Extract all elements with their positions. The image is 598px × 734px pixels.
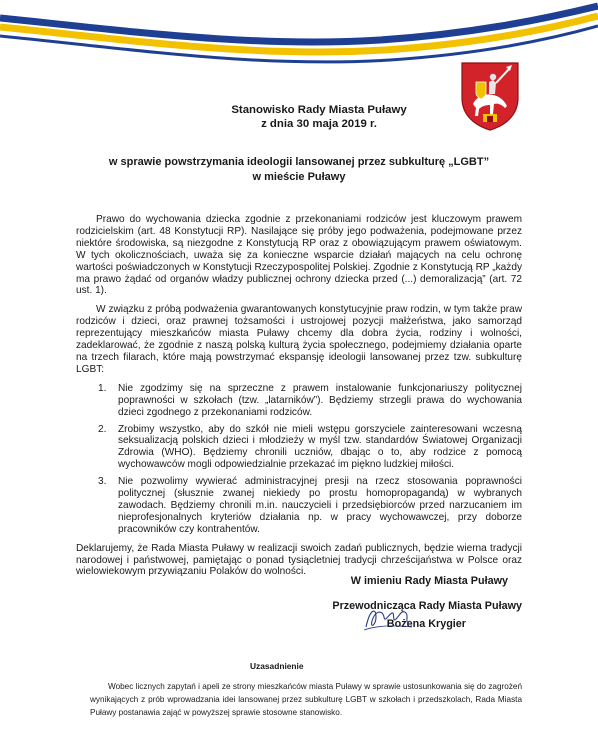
justification-text: Wobec licznych zapytań i apeli ze strony mieszkańców miasta Puławy w sprawie ustosunkowania się do zagrożeń wynikających z prób wprowadzania idei lansowanej przez subkulturę LGBT w szkołach i przedszkolach, Rada Miasta Puławy postanawia zająć w powyższej sprawie stosowne stanowisko.: [90, 682, 522, 717]
paragraph-2: W związku z próbą podważenia gwarantowanych konstytucyjnie praw rodzin, w tym także praw rodziców i dzieci, oraz prawnej tożsamości i ustrojowej pozycji małżeństwa, jako samorząd reprezentujący mieszkańców miasta Puławy chcemy dla dobra życia, rodziny i wolności, zadeklarować, że zgodnie z naszą polską kulturą życia społecznego, podejmiemy działania oparte na trzech filarach, które mają powstrzymać ekspansję ideologii lansowanej przez tzw. subkulturę LGBT:: [76, 304, 522, 375]
document-body: [76, 214, 522, 578]
subject-line-1: w sprawie powstrzymania ideologii lansowanej przez subkulturę „LGBT”: [108, 156, 490, 168]
list-item: [76, 383, 522, 419]
list-item: [76, 424, 522, 472]
signature-line-council: W imieniu Rady Miasta Puławy: [350, 575, 508, 587]
document-header: [0, 103, 598, 131]
list-item: [76, 476, 522, 536]
justification-title: Uzasadnienie: [250, 661, 304, 671]
signature-line-chair: Przewodnicząca Rady Miasta Puławy: [332, 600, 522, 612]
list-item-text: Nie pozwolimy wywierać administracyjnej presji na rzecz stosowania poprawności politycznej (słusznie zwanej niekiedy po prostu homopropagandą) w wybranych zawodach. Będziemy chronili m.in. nauczycieli i przedsiębiorców przed narzucaniem im nieprofesjonalnych kryteriów działania np. w pracy wychowawczej, przy doborze pracowników czy kontrahentów.: [118, 476, 522, 535]
list-item-text: Zrobimy wszystko, aby do szkół nie mieli wstępu gorszyciele zainteresowani wczesną seksualizacją polskich dzieci i młodzieży w myśl tzw. standardów Światowej Organizacji Zdrowia (WHO). Będziemy chronili uczniów, dbając o to, aby rodzice z pomocą wychowawców mogli odpowiedzialnie przekazać im piękno ludzkiej miłości.: [118, 423, 522, 471]
document-subject: [0, 155, 598, 185]
paragraph-1: Prawo do wychowania dziecka zgodnie z przekonaniami rodziców jest kluczowym prawem rodzicielskim (art. 48 Konstytucji RP). Nasilające się próby jego podważenia, podejmowane przez niektóre środowiska, są niezgodne z Konstytucją RP oraz z obowiązującym prawem oświatowym. W tych okolicznościach, uważa się za konieczne wsparcie działań mających na celu ochronę wartości poświadczonych w Konstytucji Rzeczypospolitej Polskiej. Zgodnie z Konstytucją RP „każdy ma prawo żądać od organów władzy publicznej ochrony dziecka przed (...) demoralizacją” (art. 72 ust. 1).: [76, 214, 522, 297]
list-item-number: 3.: [98, 476, 107, 488]
justification-text-block: [90, 680, 522, 719]
closing-paragraph: Deklarujemy, że Rada Miasta Puławy w realizacji swoich zadań publicznych, będzie wierna tradycji narodowej i państwowej, pamiętając o ponad tysiącletniej tradycji chrześcijaństwa w Polsce oraz wielowiekowym przywiązaniu Polaków do wolności.: [76, 542, 522, 578]
signatory-name: Bożena Krygier: [386, 618, 466, 630]
list-item-text: Nie zgodzimy się na sprzeczne z prawem instalowanie funkcjonariuszy politycznej poprawności w szkołach (tzw. „latarników”). Będziemy strzegli prawa do wychowania dzieci zgodnego z przekonaniami rodziców.: [118, 382, 522, 418]
list-item-number: 1.: [98, 382, 107, 394]
list-item-number: 2.: [98, 423, 107, 435]
subject-line-2: w mieście Puławy: [252, 171, 346, 183]
document-title: Stanowisko Rady Miasta Puławy: [231, 104, 407, 116]
pillars-list: [76, 383, 522, 536]
handwritten-signature: [362, 603, 414, 633]
document-date: z dnia 30 maja 2019 r.: [261, 118, 377, 130]
